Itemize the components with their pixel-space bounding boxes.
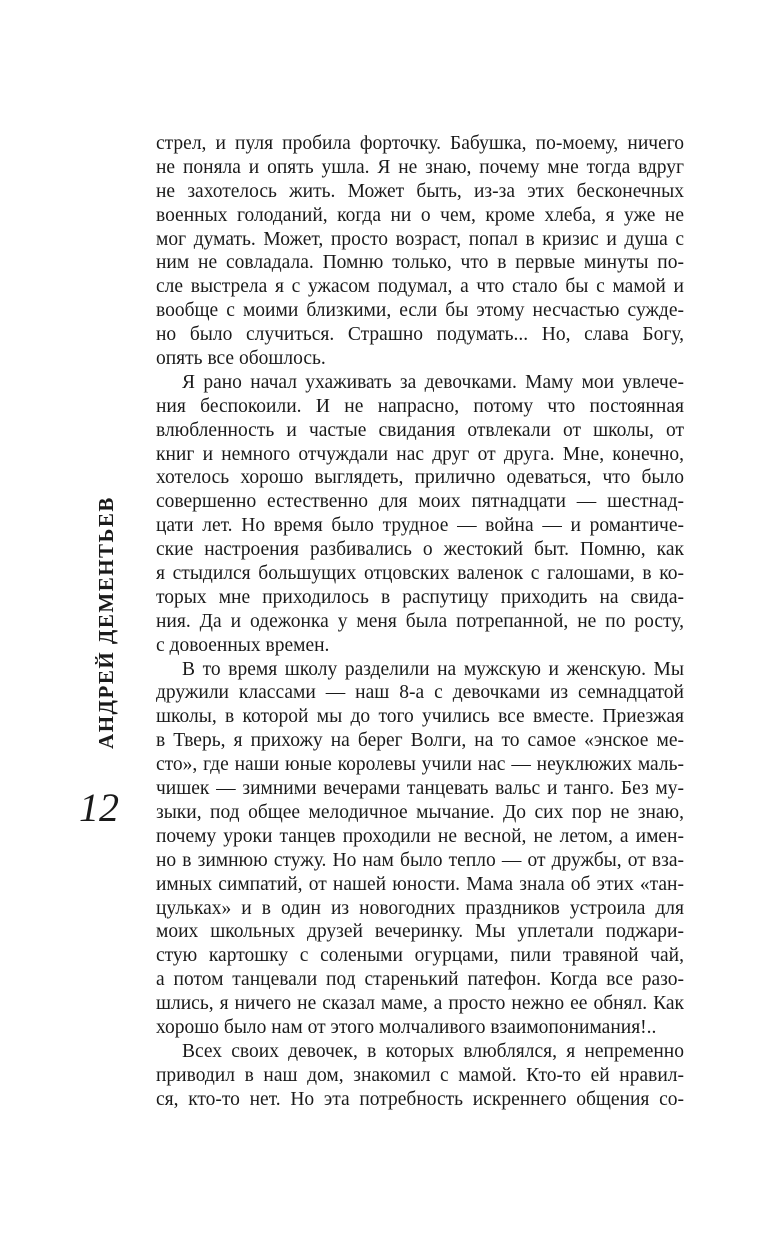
text-line: стрел, и пуля пробила форточку. Бабушка, по-моему, ничего bbox=[156, 133, 684, 154]
paragraph-first-line: Всех своих девочек, в которых влюблялся, я непременно bbox=[182, 1040, 684, 1062]
text-line: в Тверь, я прихожу на берег Волги, на то самое «энское ме- bbox=[156, 730, 684, 752]
text-line: мог думать. Может, просто возраст, попал в кризис и душа с bbox=[156, 228, 684, 250]
text-line: но было случиться. Страшно подумать... Но, слава Богу, bbox=[156, 324, 684, 346]
text-line: военных голоданий, когда ни о чем, кроме хлеба, я уже не bbox=[156, 204, 684, 226]
text-line: приводил в наш дом, знакомил с мамой. Кто-то ей нравил- bbox=[156, 1064, 684, 1086]
paragraph-first-line: Я рано начал ухаживать за девочками. Маму мои увлече- bbox=[182, 371, 684, 393]
text-line: зыки, под общее мелодичное мычание. До сих пор не знаю, bbox=[156, 801, 684, 823]
body-text bbox=[156, 132, 684, 1112]
text-line: влюбленность и частые свидания отвлекали от школы, от bbox=[156, 419, 684, 441]
text-line: торых мне приходилось в распутицу приходить на свида- bbox=[156, 586, 684, 608]
text-line: совершенно естественно для моих пятнадцати — шестнад- bbox=[156, 491, 684, 513]
running-head-author bbox=[93, 495, 118, 749]
text-line: но в зимнюю стужу. Но нам было тепло — от дружбы, от вза- bbox=[156, 849, 684, 871]
text-line: чишек — зимними вечерами танцевать вальс и танго. Без му- bbox=[156, 778, 684, 800]
text-line: хорошо было нам от этого молчаливого взаимопонимания!.. bbox=[156, 1016, 657, 1038]
text-line: ния. Да и одежонка у меня была потрепанной, не по росту, bbox=[156, 610, 684, 632]
text-line: цати лет. Но время было трудное — война — и романтиче- bbox=[156, 515, 684, 537]
text-line: ния беспокоили. И не напрасно, потому что постоянная bbox=[156, 395, 684, 417]
text-line: дружили классами — наш 8-а с девочками из семнадцатой bbox=[156, 682, 684, 704]
text-line: ся, кто-то нет. Но эта потребность искреннего общения со- bbox=[156, 1088, 684, 1110]
text-line: школы, в которой мы до того учились все вместе. Приезжая bbox=[156, 706, 684, 728]
page-number: 12 bbox=[79, 785, 119, 830]
text-line: почему уроки танцев проходили не весной, не летом, а имен- bbox=[156, 825, 684, 847]
paragraph-first-line: В то время школу разделили на мужскую и женскую. Мы bbox=[182, 658, 684, 680]
text-line: хотелось хорошо выглядеть, прилично одеваться, что было bbox=[156, 467, 684, 489]
text-line: не захотелось жить. Может быть, из-за этих бесконечных bbox=[156, 180, 684, 202]
text-line: вообще с моими близкими, если бы этому несчастью сужде- bbox=[156, 300, 684, 322]
text-line: шлись, я ничего не сказал маме, а просто нежно ее обнял. Как bbox=[156, 993, 684, 1015]
author-name: АНДРЕЙ ДЕМЕНТЬЕВ bbox=[93, 495, 118, 749]
text-line: с довоенных времен. bbox=[156, 634, 330, 656]
text-line: цульках» и в один из новогодних праздников устроила для bbox=[156, 897, 684, 919]
text-line: стую картошку с солеными огурцами, пили травяной чай, bbox=[156, 945, 684, 967]
text-line: сто», где наши юные королевы учили нас — неуклюжих маль- bbox=[156, 754, 684, 776]
text-line: я стыдился большущих отцовских валенок с галошами, в ко- bbox=[156, 563, 684, 585]
text-line: ним не совладала. Помню только, что в первые минуты по- bbox=[156, 252, 684, 274]
text-line: не поняла и опять ушла. Я не знаю, почему мне тогда вдруг bbox=[156, 156, 684, 178]
text-line: моих школьных друзей вечеринку. Мы уплетали поджари- bbox=[156, 921, 684, 943]
text-line: имных симпатий, от нашей юности. Мама знала об этих «тан- bbox=[156, 873, 684, 895]
text-line: ские настроения разбивались о жестокий быт. Помню, как bbox=[156, 539, 684, 561]
text-line: сле выстрела я с ужасом подумал, а что стало бы с мамой и bbox=[156, 276, 684, 298]
text-line: а потом танцевали под старенький патефон. Когда все разо- bbox=[156, 969, 684, 991]
text-line: опять все обошлось. bbox=[156, 348, 326, 370]
text-line: книг и немного отчуждали нас друг от друга. Мне, конечно, bbox=[156, 443, 684, 465]
